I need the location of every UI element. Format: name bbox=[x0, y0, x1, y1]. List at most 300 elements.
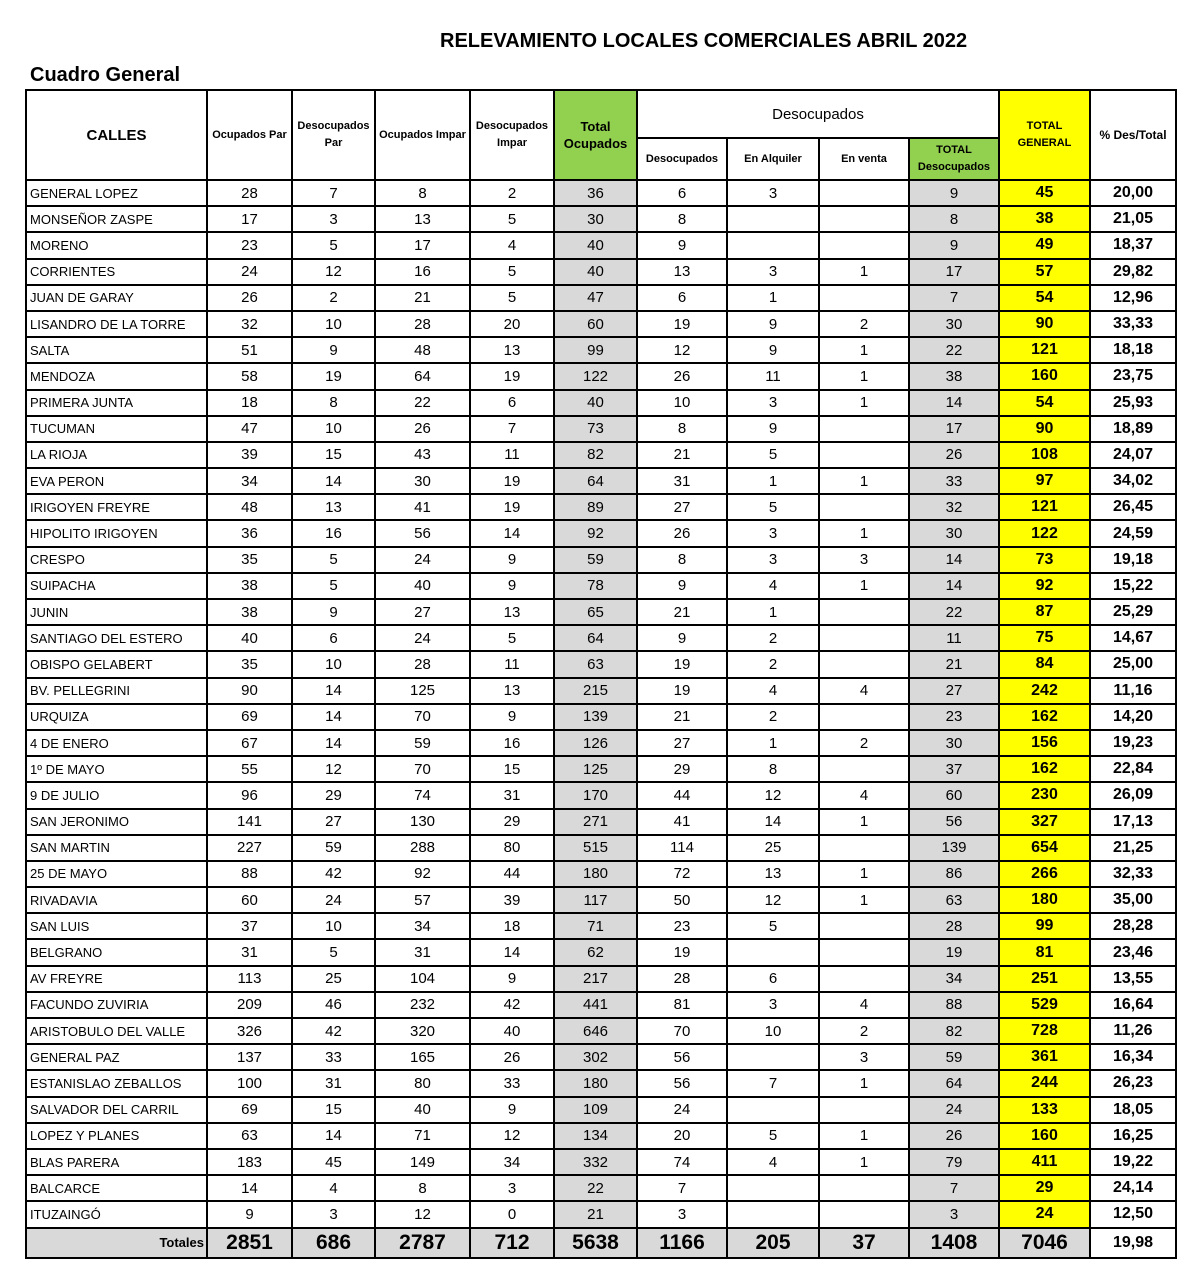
cell-desocupados-impar: 33 bbox=[470, 1070, 554, 1096]
table-row bbox=[26, 756, 1176, 782]
cell-street-name: SALVADOR DEL CARRIL bbox=[26, 1097, 207, 1123]
cell-desocupados-par: 46 bbox=[292, 992, 375, 1018]
cell-desocupados-impar: 7 bbox=[470, 416, 554, 442]
total-desocupados-par: 686 bbox=[292, 1228, 375, 1258]
cell-desocupados: 26 bbox=[637, 363, 727, 389]
cell-total-ocupados: 139 bbox=[554, 704, 637, 730]
table-row bbox=[26, 206, 1176, 232]
cell-en-alquiler: 3 bbox=[727, 180, 819, 206]
cell-street-name: CORRIENTES bbox=[26, 259, 207, 285]
cell-desocupados-impar: 14 bbox=[470, 939, 554, 965]
cell-desocupados-impar: 11 bbox=[470, 651, 554, 677]
cell-total-desocupados: 17 bbox=[909, 416, 999, 442]
cell-en-venta bbox=[819, 1175, 909, 1201]
cell-en-venta bbox=[819, 1097, 909, 1123]
cell-en-alquiler: 12 bbox=[727, 887, 819, 913]
cell-en-venta bbox=[819, 966, 909, 992]
cell-en-alquiler: 7 bbox=[727, 1070, 819, 1096]
cell-ocupados-impar: 43 bbox=[375, 442, 470, 468]
cell-en-alquiler: 10 bbox=[727, 1018, 819, 1044]
table-row bbox=[26, 599, 1176, 625]
cell-street-name: LA RIOJA bbox=[26, 442, 207, 468]
cell-desocupados-impar: 31 bbox=[470, 782, 554, 808]
cell-total-general: 73 bbox=[999, 547, 1090, 573]
cell-street-name: BLAS PARERA bbox=[26, 1149, 207, 1175]
cell-en-alquiler: 2 bbox=[727, 625, 819, 651]
cell-street-name: SUIPACHA bbox=[26, 573, 207, 599]
cell-ocupados-par: 141 bbox=[207, 809, 292, 835]
cell-total-desocupados: 30 bbox=[909, 520, 999, 546]
cell-desocupados: 74 bbox=[637, 1149, 727, 1175]
cell-desocupados-impar: 9 bbox=[470, 547, 554, 573]
cell-pct-des-total: 22,84 bbox=[1090, 756, 1176, 782]
cell-street-name: OBISPO GELABERT bbox=[26, 651, 207, 677]
cell-total-desocupados: 9 bbox=[909, 180, 999, 206]
cell-desocupados-par: 3 bbox=[292, 206, 375, 232]
cell-total-general: 133 bbox=[999, 1097, 1090, 1123]
table-row bbox=[26, 1149, 1176, 1175]
header-total-desocupados: TOTAL Desocupados bbox=[909, 138, 999, 180]
table-row bbox=[26, 337, 1176, 363]
cell-ocupados-impar: 40 bbox=[375, 1097, 470, 1123]
cell-en-alquiler: 4 bbox=[727, 573, 819, 599]
cell-desocupados-impar: 12 bbox=[470, 1123, 554, 1149]
cell-pct-des-total: 12,96 bbox=[1090, 285, 1176, 311]
cell-street-name: RIVADAVIA bbox=[26, 887, 207, 913]
cell-ocupados-par: 69 bbox=[207, 1097, 292, 1123]
header-desocupados: Desocupados bbox=[637, 138, 727, 180]
cell-total-desocupados: 28 bbox=[909, 913, 999, 939]
cell-en-alquiler: 13 bbox=[727, 861, 819, 887]
cell-total-ocupados: 22 bbox=[554, 1175, 637, 1201]
cell-pct-des-total: 19,18 bbox=[1090, 547, 1176, 573]
table-row bbox=[26, 704, 1176, 730]
cell-total-desocupados: 27 bbox=[909, 678, 999, 704]
header-en-alquiler: En Alquiler bbox=[727, 138, 819, 180]
cell-street-name: HIPOLITO IRIGOYEN bbox=[26, 520, 207, 546]
cell-ocupados-impar: 71 bbox=[375, 1123, 470, 1149]
cell-en-alquiler: 3 bbox=[727, 259, 819, 285]
cell-ocupados-impar: 288 bbox=[375, 835, 470, 861]
cell-street-name: URQUIZA bbox=[26, 704, 207, 730]
cell-street-name: LISANDRO DE LA TORRE bbox=[26, 311, 207, 337]
cell-pct-des-total: 18,37 bbox=[1090, 232, 1176, 258]
cell-ocupados-impar: 48 bbox=[375, 337, 470, 363]
cell-total-desocupados: 30 bbox=[909, 730, 999, 756]
cell-en-alquiler bbox=[727, 232, 819, 258]
cell-ocupados-par: 137 bbox=[207, 1044, 292, 1070]
cell-desocupados-par: 10 bbox=[292, 311, 375, 337]
cell-total-desocupados: 7 bbox=[909, 285, 999, 311]
cell-ocupados-impar: 13 bbox=[375, 206, 470, 232]
cell-ocupados-par: 38 bbox=[207, 599, 292, 625]
cell-total-ocupados: 71 bbox=[554, 913, 637, 939]
cell-total-ocupados: 60 bbox=[554, 311, 637, 337]
cell-pct-des-total: 18,18 bbox=[1090, 337, 1176, 363]
cell-street-name: CRESPO bbox=[26, 547, 207, 573]
cell-desocupados-par: 31 bbox=[292, 1070, 375, 1096]
cell-total-ocupados: 21 bbox=[554, 1201, 637, 1227]
cell-total-ocupados: 40 bbox=[554, 259, 637, 285]
cell-total-ocupados: 92 bbox=[554, 520, 637, 546]
cell-desocupados: 56 bbox=[637, 1070, 727, 1096]
cell-en-alquiler bbox=[727, 1201, 819, 1227]
cell-total-general: 38 bbox=[999, 206, 1090, 232]
cell-ocupados-par: 14 bbox=[207, 1175, 292, 1201]
cell-total-general: 57 bbox=[999, 259, 1090, 285]
cell-desocupados-impar: 26 bbox=[470, 1044, 554, 1070]
cell-total-desocupados: 7 bbox=[909, 1175, 999, 1201]
cell-ocupados-par: 55 bbox=[207, 756, 292, 782]
cell-desocupados: 13 bbox=[637, 259, 727, 285]
cell-total-desocupados: 22 bbox=[909, 337, 999, 363]
cell-total-general: 122 bbox=[999, 520, 1090, 546]
cell-en-venta: 1 bbox=[819, 337, 909, 363]
table-row bbox=[26, 494, 1176, 520]
cell-desocupados-impar: 0 bbox=[470, 1201, 554, 1227]
table-row bbox=[26, 1044, 1176, 1070]
cell-desocupados: 6 bbox=[637, 180, 727, 206]
cell-desocupados-par: 5 bbox=[292, 232, 375, 258]
cell-en-alquiler bbox=[727, 206, 819, 232]
cell-total-general: 266 bbox=[999, 861, 1090, 887]
cell-street-name: ESTANISLAO ZEBALLOS bbox=[26, 1070, 207, 1096]
cell-total-ocupados: 64 bbox=[554, 468, 637, 494]
cell-desocupados: 6 bbox=[637, 285, 727, 311]
cell-en-venta: 1 bbox=[819, 363, 909, 389]
cell-total-general: 90 bbox=[999, 311, 1090, 337]
cell-ocupados-par: 39 bbox=[207, 442, 292, 468]
cell-desocupados-par: 12 bbox=[292, 756, 375, 782]
cell-total-desocupados: 56 bbox=[909, 809, 999, 835]
header-en-venta: En venta bbox=[819, 138, 909, 180]
cell-pct-des-total: 19,22 bbox=[1090, 1149, 1176, 1175]
total-desocupados-impar: 712 bbox=[470, 1228, 554, 1258]
cell-desocupados: 31 bbox=[637, 468, 727, 494]
cell-desocupados: 50 bbox=[637, 887, 727, 913]
cell-pct-des-total: 24,59 bbox=[1090, 520, 1176, 546]
cell-en-venta: 2 bbox=[819, 730, 909, 756]
cell-total-desocupados: 26 bbox=[909, 442, 999, 468]
cell-ocupados-impar: 74 bbox=[375, 782, 470, 808]
cell-en-venta bbox=[819, 913, 909, 939]
cell-desocupados-impar: 19 bbox=[470, 363, 554, 389]
cell-pct-des-total: 11,16 bbox=[1090, 678, 1176, 704]
cell-ocupados-impar: 92 bbox=[375, 861, 470, 887]
cell-ocupados-par: 326 bbox=[207, 1018, 292, 1044]
cell-pct-des-total: 15,22 bbox=[1090, 573, 1176, 599]
cell-desocupados: 70 bbox=[637, 1018, 727, 1044]
cell-en-alquiler: 25 bbox=[727, 835, 819, 861]
cell-total-ocupados: 47 bbox=[554, 285, 637, 311]
table-row bbox=[26, 259, 1176, 285]
cell-desocupados: 9 bbox=[637, 625, 727, 651]
cell-en-alquiler: 8 bbox=[727, 756, 819, 782]
cell-street-name: SAN LUIS bbox=[26, 913, 207, 939]
cell-street-name: ARISTOBULO DEL VALLE bbox=[26, 1018, 207, 1044]
cell-ocupados-impar: 70 bbox=[375, 756, 470, 782]
cell-desocupados: 41 bbox=[637, 809, 727, 835]
cell-total-desocupados: 17 bbox=[909, 259, 999, 285]
cell-desocupados: 24 bbox=[637, 1097, 727, 1123]
cell-pct-des-total: 18,05 bbox=[1090, 1097, 1176, 1123]
total-ocupados-par: 2851 bbox=[207, 1228, 292, 1258]
cell-total-ocupados: 134 bbox=[554, 1123, 637, 1149]
cell-ocupados-impar: 34 bbox=[375, 913, 470, 939]
cell-en-venta bbox=[819, 416, 909, 442]
cell-pct-des-total: 29,82 bbox=[1090, 259, 1176, 285]
cell-desocupados-impar: 11 bbox=[470, 442, 554, 468]
cell-total-desocupados: 23 bbox=[909, 704, 999, 730]
cell-desocupados: 21 bbox=[637, 599, 727, 625]
cell-desocupados: 56 bbox=[637, 1044, 727, 1070]
cell-total-ocupados: 73 bbox=[554, 416, 637, 442]
cell-en-venta bbox=[819, 625, 909, 651]
cell-pct-des-total: 20,00 bbox=[1090, 180, 1176, 206]
totals-label: Totales bbox=[26, 1228, 207, 1258]
cell-ocupados-par: 63 bbox=[207, 1123, 292, 1149]
cell-total-general: 180 bbox=[999, 887, 1090, 913]
cell-desocupados-par: 45 bbox=[292, 1149, 375, 1175]
cell-street-name: 4 DE ENERO bbox=[26, 730, 207, 756]
cell-ocupados-impar: 56 bbox=[375, 520, 470, 546]
cell-ocupados-par: 60 bbox=[207, 887, 292, 913]
header-desocupados-impar: Desocupados Impar bbox=[470, 90, 554, 180]
cell-desocupados-par: 24 bbox=[292, 887, 375, 913]
cell-desocupados-par: 14 bbox=[292, 730, 375, 756]
cell-desocupados: 72 bbox=[637, 861, 727, 887]
cell-desocupados: 19 bbox=[637, 311, 727, 337]
cell-pct-des-total: 16,64 bbox=[1090, 992, 1176, 1018]
cell-en-venta: 1 bbox=[819, 468, 909, 494]
cell-total-ocupados: 30 bbox=[554, 206, 637, 232]
cell-ocupados-impar: 165 bbox=[375, 1044, 470, 1070]
cell-en-venta: 1 bbox=[819, 520, 909, 546]
cell-en-alquiler: 2 bbox=[727, 704, 819, 730]
cell-desocupados-par: 19 bbox=[292, 363, 375, 389]
cell-en-alquiler: 9 bbox=[727, 337, 819, 363]
cell-total-general: 156 bbox=[999, 730, 1090, 756]
cell-desocupados-impar: 5 bbox=[470, 206, 554, 232]
cell-street-name: ITUZAINGÓ bbox=[26, 1201, 207, 1227]
total-en-alquiler: 205 bbox=[727, 1228, 819, 1258]
cell-ocupados-impar: 12 bbox=[375, 1201, 470, 1227]
cell-desocupados-impar: 34 bbox=[470, 1149, 554, 1175]
cell-desocupados-impar: 9 bbox=[470, 1097, 554, 1123]
cell-ocupados-par: 67 bbox=[207, 730, 292, 756]
cell-ocupados-impar: 8 bbox=[375, 180, 470, 206]
cell-total-general: 81 bbox=[999, 939, 1090, 965]
cell-ocupados-impar: 125 bbox=[375, 678, 470, 704]
cell-desocupados-impar: 5 bbox=[470, 285, 554, 311]
cell-ocupados-par: 37 bbox=[207, 913, 292, 939]
cell-desocupados-impar: 4 bbox=[470, 232, 554, 258]
cell-en-alquiler: 6 bbox=[727, 966, 819, 992]
cell-ocupados-par: 17 bbox=[207, 206, 292, 232]
cell-total-general: 244 bbox=[999, 1070, 1090, 1096]
cell-en-venta: 1 bbox=[819, 861, 909, 887]
document-title: RELEVAMIENTO LOCALES COMERCIALES ABRIL 2022 bbox=[440, 30, 968, 52]
cell-en-venta: 1 bbox=[819, 1123, 909, 1149]
cell-desocupados-par: 14 bbox=[292, 468, 375, 494]
cell-desocupados: 26 bbox=[637, 520, 727, 546]
cell-desocupados: 10 bbox=[637, 390, 727, 416]
cell-pct-des-total: 16,34 bbox=[1090, 1044, 1176, 1070]
cell-ocupados-par: 96 bbox=[207, 782, 292, 808]
cell-desocupados: 19 bbox=[637, 678, 727, 704]
cell-desocupados: 21 bbox=[637, 442, 727, 468]
table-row bbox=[26, 390, 1176, 416]
cell-desocupados-par: 14 bbox=[292, 678, 375, 704]
cell-ocupados-impar: 59 bbox=[375, 730, 470, 756]
cell-ocupados-impar: 26 bbox=[375, 416, 470, 442]
cell-street-name: BELGRANO bbox=[26, 939, 207, 965]
table-row bbox=[26, 678, 1176, 704]
cell-ocupados-impar: 64 bbox=[375, 363, 470, 389]
cell-total-general: 90 bbox=[999, 416, 1090, 442]
cell-desocupados-par: 12 bbox=[292, 259, 375, 285]
cell-en-alquiler bbox=[727, 939, 819, 965]
cell-total-desocupados: 11 bbox=[909, 625, 999, 651]
cell-total-general: 121 bbox=[999, 337, 1090, 363]
cell-total-general: 87 bbox=[999, 599, 1090, 625]
cell-pct-des-total: 24,07 bbox=[1090, 442, 1176, 468]
cell-total-desocupados: 60 bbox=[909, 782, 999, 808]
cell-total-general: 54 bbox=[999, 285, 1090, 311]
cell-desocupados-par: 5 bbox=[292, 547, 375, 573]
cell-total-desocupados: 64 bbox=[909, 1070, 999, 1096]
table-row bbox=[26, 730, 1176, 756]
cell-en-alquiler: 4 bbox=[727, 678, 819, 704]
cell-desocupados-par: 9 bbox=[292, 599, 375, 625]
cell-ocupados-par: 69 bbox=[207, 704, 292, 730]
cell-desocupados-par: 10 bbox=[292, 651, 375, 677]
cell-desocupados-par: 4 bbox=[292, 1175, 375, 1201]
cell-total-ocupados: 89 bbox=[554, 494, 637, 520]
cell-desocupados: 3 bbox=[637, 1201, 727, 1227]
cell-en-venta bbox=[819, 835, 909, 861]
cell-ocupados-impar: 80 bbox=[375, 1070, 470, 1096]
cell-total-desocupados: 82 bbox=[909, 1018, 999, 1044]
cell-desocupados: 27 bbox=[637, 494, 727, 520]
table-row bbox=[26, 1070, 1176, 1096]
cell-total-desocupados: 3 bbox=[909, 1201, 999, 1227]
cell-ocupados-par: 9 bbox=[207, 1201, 292, 1227]
cell-ocupados-par: 113 bbox=[207, 966, 292, 992]
table-row bbox=[26, 966, 1176, 992]
cell-total-general: 45 bbox=[999, 180, 1090, 206]
cell-en-venta: 1 bbox=[819, 809, 909, 835]
cell-total-ocupados: 62 bbox=[554, 939, 637, 965]
cell-en-venta bbox=[819, 1201, 909, 1227]
cell-pct-des-total: 23,75 bbox=[1090, 363, 1176, 389]
cell-pct-des-total: 34,02 bbox=[1090, 468, 1176, 494]
cell-desocupados-par: 8 bbox=[292, 390, 375, 416]
cell-total-general: 54 bbox=[999, 390, 1090, 416]
cell-street-name: SAN MARTIN bbox=[26, 835, 207, 861]
cell-desocupados-impar: 13 bbox=[470, 678, 554, 704]
cell-en-venta: 1 bbox=[819, 887, 909, 913]
cell-total-ocupados: 126 bbox=[554, 730, 637, 756]
total-ocupados-impar: 2787 bbox=[375, 1228, 470, 1258]
cell-ocupados-par: 209 bbox=[207, 992, 292, 1018]
cell-total-desocupados: 19 bbox=[909, 939, 999, 965]
cell-ocupados-impar: 16 bbox=[375, 259, 470, 285]
cell-desocupados-par: 5 bbox=[292, 573, 375, 599]
cell-total-desocupados: 32 bbox=[909, 494, 999, 520]
cell-street-name: 1º DE MAYO bbox=[26, 756, 207, 782]
cell-en-venta bbox=[819, 232, 909, 258]
cell-pct-des-total: 26,09 bbox=[1090, 782, 1176, 808]
cell-total-desocupados: 34 bbox=[909, 966, 999, 992]
cell-en-venta: 1 bbox=[819, 390, 909, 416]
cell-pct-des-total: 26,23 bbox=[1090, 1070, 1176, 1096]
cell-total-general: 242 bbox=[999, 678, 1090, 704]
cell-total-desocupados: 38 bbox=[909, 363, 999, 389]
cell-desocupados-impar: 40 bbox=[470, 1018, 554, 1044]
cell-total-ocupados: 646 bbox=[554, 1018, 637, 1044]
cell-ocupados-impar: 41 bbox=[375, 494, 470, 520]
cell-ocupados-impar: 57 bbox=[375, 887, 470, 913]
cell-total-desocupados: 14 bbox=[909, 390, 999, 416]
cell-desocupados-par: 27 bbox=[292, 809, 375, 835]
total-desocupados: 1166 bbox=[637, 1228, 727, 1258]
cell-pct-des-total: 18,89 bbox=[1090, 416, 1176, 442]
table-row bbox=[26, 1175, 1176, 1201]
cell-ocupados-par: 48 bbox=[207, 494, 292, 520]
cell-en-alquiler: 1 bbox=[727, 468, 819, 494]
cell-en-alquiler: 9 bbox=[727, 311, 819, 337]
cell-en-alquiler: 3 bbox=[727, 992, 819, 1018]
cell-total-general: 75 bbox=[999, 625, 1090, 651]
cell-pct-des-total: 25,93 bbox=[1090, 390, 1176, 416]
cell-total-general: 84 bbox=[999, 651, 1090, 677]
cell-en-venta: 4 bbox=[819, 782, 909, 808]
cell-desocupados-impar: 6 bbox=[470, 390, 554, 416]
cell-en-venta: 1 bbox=[819, 1070, 909, 1096]
cell-en-venta bbox=[819, 180, 909, 206]
cell-street-name: SAN JERONIMO bbox=[26, 809, 207, 835]
cell-total-desocupados: 139 bbox=[909, 835, 999, 861]
cell-ocupados-par: 40 bbox=[207, 625, 292, 651]
cell-total-ocupados: 515 bbox=[554, 835, 637, 861]
cell-ocupados-par: 26 bbox=[207, 285, 292, 311]
cell-total-ocupados: 40 bbox=[554, 390, 637, 416]
cell-desocupados-impar: 42 bbox=[470, 992, 554, 1018]
table-row bbox=[26, 1123, 1176, 1149]
cell-street-name: PRIMERA JUNTA bbox=[26, 390, 207, 416]
cell-ocupados-impar: 21 bbox=[375, 285, 470, 311]
table-row bbox=[26, 625, 1176, 651]
cell-desocupados: 28 bbox=[637, 966, 727, 992]
cell-total-desocupados: 79 bbox=[909, 1149, 999, 1175]
cell-pct-des-total: 14,20 bbox=[1090, 704, 1176, 730]
cell-total-desocupados: 8 bbox=[909, 206, 999, 232]
cell-en-alquiler bbox=[727, 1175, 819, 1201]
cell-total-ocupados: 180 bbox=[554, 1070, 637, 1096]
cell-en-venta bbox=[819, 939, 909, 965]
table-row bbox=[26, 651, 1176, 677]
cell-total-general: 160 bbox=[999, 1123, 1090, 1149]
cell-ocupados-impar: 17 bbox=[375, 232, 470, 258]
cell-total-ocupados: 302 bbox=[554, 1044, 637, 1070]
cell-en-alquiler: 5 bbox=[727, 913, 819, 939]
cell-ocupados-par: 18 bbox=[207, 390, 292, 416]
cell-street-name: BV. PELLEGRINI bbox=[26, 678, 207, 704]
cell-total-general: 121 bbox=[999, 494, 1090, 520]
header-total-ocupados: Total Ocupados bbox=[554, 90, 637, 180]
cell-pct-des-total: 13,55 bbox=[1090, 966, 1176, 992]
